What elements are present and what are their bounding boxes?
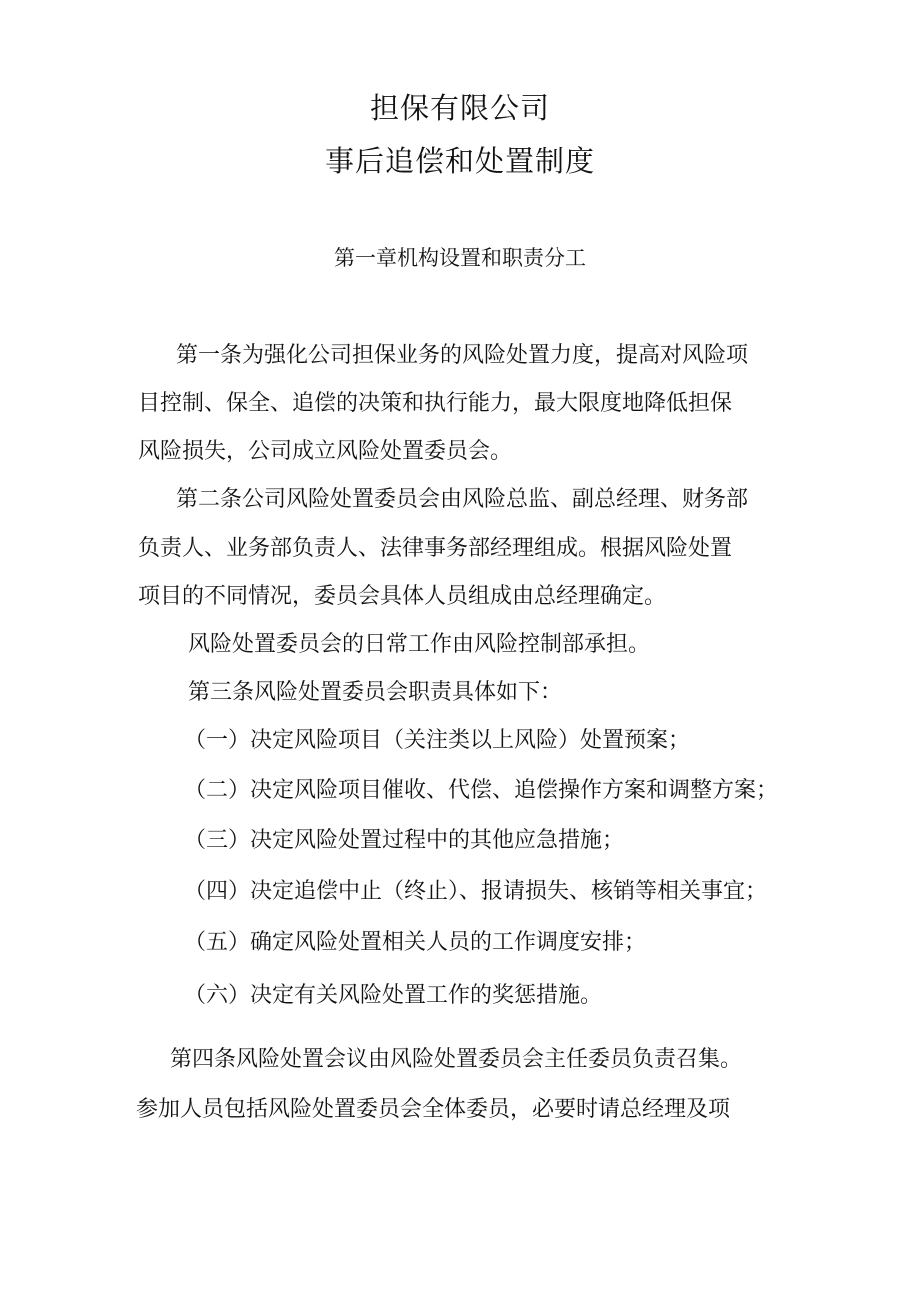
article-2-line-2: 负责人、业务部负责人、法律事务部经理组成。根据风险处置 (138, 536, 733, 561)
article-2-line-1: 第二条公司风险处置委员会由风险总监、副总经理、财务部 (176, 487, 749, 512)
duty-item-4: （四）决定追偿中止（终止）、报请损失、核销等相关事宜； (184, 879, 768, 904)
duty-item-5: （五）确定风险处置相关人员的工作调度安排； (184, 930, 647, 955)
article-1-line-2: 目控制、保全、追偿的决策和执行能力，最大限度地降低担保 (138, 391, 733, 416)
duty-item-1: （一）决定风险项目（关注类以上风险）处置预案； (184, 728, 691, 753)
article-2-line-3: 项目的不同情况，委员会具体人员组成由总经理确定。 (138, 584, 667, 609)
article-1-line-1: 第一条为强化公司担保业务的风险处置力度，提高对风险项 (176, 343, 749, 368)
article-4-line-1: 第四条风险处置会议由风险处置委员会主任委员负责召集。 (170, 1047, 743, 1072)
article-3-line: 第三条风险处置委员会职责具体如下： (188, 680, 563, 705)
duty-item-6: （六）决定有关风险处置工作的奖惩措施。 (184, 983, 603, 1008)
chapter-heading: 第一章机构设置和职责分工 (334, 246, 586, 270)
daily-work-line: 风险处置委员会的日常工作由风险控制部承担。 (188, 632, 651, 657)
duty-item-2: （二）决定风险项目催收、代偿、追偿操作方案和调整方案； (184, 778, 779, 803)
document-title-line-1: 担保有限公司 (369, 91, 550, 125)
document-title-line-2: 事后追偿和处置制度 (324, 144, 595, 178)
article-1-line-3: 风险损失，公司成立风险处置委员会。 (138, 439, 513, 464)
duty-item-3: （三）决定风险处置过程中的其他应急措施； (184, 828, 625, 853)
article-4-line-2: 参加人员包括风险处置委员会全体委员，必要时请总经理及项 (136, 1097, 731, 1122)
